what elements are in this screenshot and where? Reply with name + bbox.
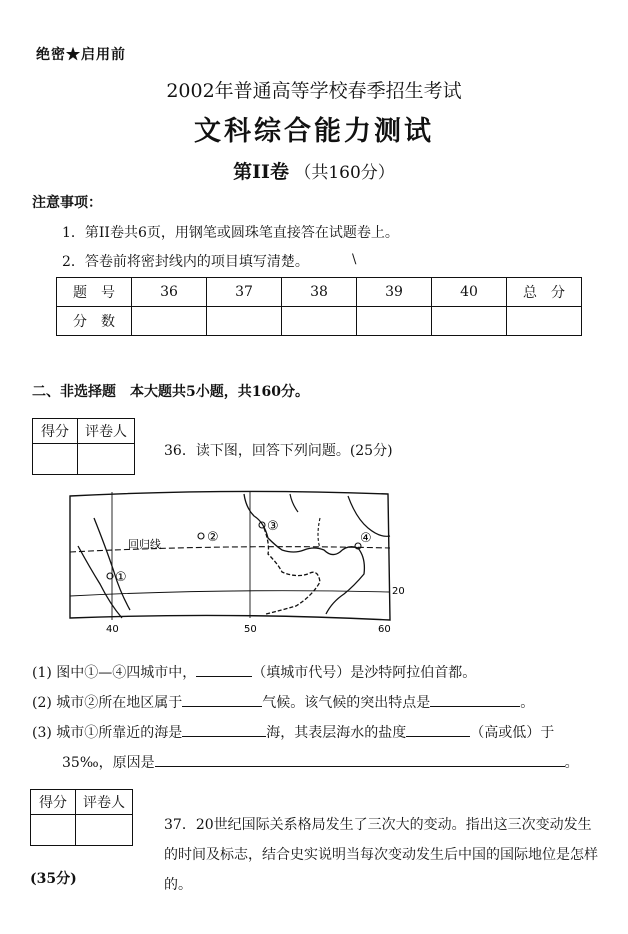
lon-40-label: 40 <box>106 624 119 635</box>
exam-title: 2002年普通高等学校春季招生考试 <box>166 80 462 102</box>
score-header-39: 39 <box>357 278 432 307</box>
tropic-label: 回归线 <box>128 538 161 551</box>
subject-title: 文科综合能力测试 <box>194 116 434 147</box>
grader-name-cell[interactable] <box>78 444 135 475</box>
q36-sub3-blank-salinity[interactable] <box>406 723 470 737</box>
gulf-north-coast <box>290 494 298 512</box>
grader-name-label: 评卷人 <box>78 419 135 444</box>
score-cell-40[interactable] <box>432 307 507 336</box>
q36-sub3-text-a: (3) 城市①所靠近的海是 <box>32 725 183 741</box>
score-header-40: 40 <box>432 278 507 307</box>
lon-50-label: 50 <box>244 624 257 635</box>
section-heading: 二、非选择题 本大题共5小题，共160分。 <box>32 384 309 400</box>
score-cell-total[interactable] <box>507 307 582 336</box>
volume-name: 第II卷 <box>233 161 289 183</box>
q36-sub3-text-e: 。 <box>564 755 579 771</box>
q37-stem: 37．20世纪国际关系格局发生了三次大的变动。指出这三次变动发生的时间及标志，结合史实说明当每次变动发生后中国的国际地位是怎样的。 <box>164 817 598 893</box>
score-cell-39[interactable] <box>357 307 432 336</box>
grader-box-q37 <box>30 789 133 846</box>
q36-sub1-text-a: (1) 图中①—④四城市中， <box>32 665 197 681</box>
score-table <box>56 277 582 336</box>
score-table-value-row <box>57 307 582 336</box>
q36-sub2-text-c: 。 <box>520 695 535 711</box>
q36-sub1 <box>32 662 476 682</box>
grader-score-label: 得分 <box>31 790 76 815</box>
qatar-border <box>318 518 320 548</box>
q36-sub2-text-b: 气候。该气候的突出特点是 <box>262 695 431 711</box>
gulf-coastline <box>244 494 364 614</box>
q36-sub3-blank-sea[interactable] <box>182 723 266 737</box>
grader-box-q36 <box>32 418 135 475</box>
grader-score-label: 得分 <box>33 419 78 444</box>
arabia-map <box>68 488 405 636</box>
score-header-37: 37 <box>207 278 282 307</box>
score-table-header-row <box>57 278 582 307</box>
q36-sub1-text-b: （填城市代号）是沙特阿拉伯首都。 <box>252 665 477 681</box>
q36-sub3-text-c: （高或低）于 <box>470 725 555 741</box>
city-2-label: ② <box>207 530 219 545</box>
score-header-total: 总 分 <box>507 278 582 307</box>
lat-20-label: 20 <box>392 586 405 597</box>
q37-points: (35分) <box>30 871 77 887</box>
map-frame <box>70 491 390 620</box>
grader-name-cell[interactable] <box>76 815 133 846</box>
score-header-36: 36 <box>132 278 207 307</box>
notice-heading: 注意事项： <box>32 195 102 211</box>
q36-sub2-blank-climate[interactable] <box>182 693 262 707</box>
lon-60-label: 60 <box>378 624 391 635</box>
grader-score-cell[interactable] <box>31 815 76 846</box>
stray-mark: \ <box>352 252 357 267</box>
q36-sub2-blank-feature[interactable] <box>430 693 520 707</box>
notice-item-2: 2．答卷前将密封线内的项目填写清楚。 <box>62 254 309 270</box>
tropic-line <box>70 547 390 552</box>
volume-title <box>0 157 628 184</box>
notice-item-1: 1．第II卷共6页，用钢笔或圆珠笔直接答在试题卷上。 <box>62 225 399 241</box>
city-3-label: ③ <box>267 519 279 534</box>
q36-sub3-text-d: 35‰，原因是 <box>62 755 155 771</box>
city-2-marker <box>198 533 204 539</box>
score-cell-36[interactable] <box>132 307 207 336</box>
score-cell-37[interactable] <box>207 307 282 336</box>
q36-sub2 <box>32 692 534 712</box>
q36-sub2-text-a: (2) 城市②所在地区属于 <box>32 695 183 711</box>
q36-sub3 <box>32 722 554 742</box>
score-header-38: 38 <box>282 278 357 307</box>
q36-stem: 36．读下图，回答下列问题。(25分) <box>164 443 393 459</box>
volume-points: （共160分） <box>294 163 395 183</box>
saudi-border <box>264 528 320 614</box>
score-row-label: 分 数 <box>57 307 132 336</box>
grader-score-cell[interactable] <box>33 444 78 475</box>
score-header-label: 题 号 <box>57 278 132 307</box>
q36-sub3-blank-reason[interactable] <box>155 753 565 767</box>
city-4-label: ④ <box>360 531 372 546</box>
q36-sub3-text-b: 海，其表层海水的盐度 <box>266 725 407 741</box>
grader-name-label: 评卷人 <box>76 790 133 815</box>
q36-sub3-cont <box>62 752 579 772</box>
city-1-label: ① <box>115 570 127 585</box>
q36-sub1-blank[interactable] <box>196 663 252 677</box>
confidential-label: 绝密★启用前 <box>36 47 126 63</box>
score-cell-38[interactable] <box>282 307 357 336</box>
